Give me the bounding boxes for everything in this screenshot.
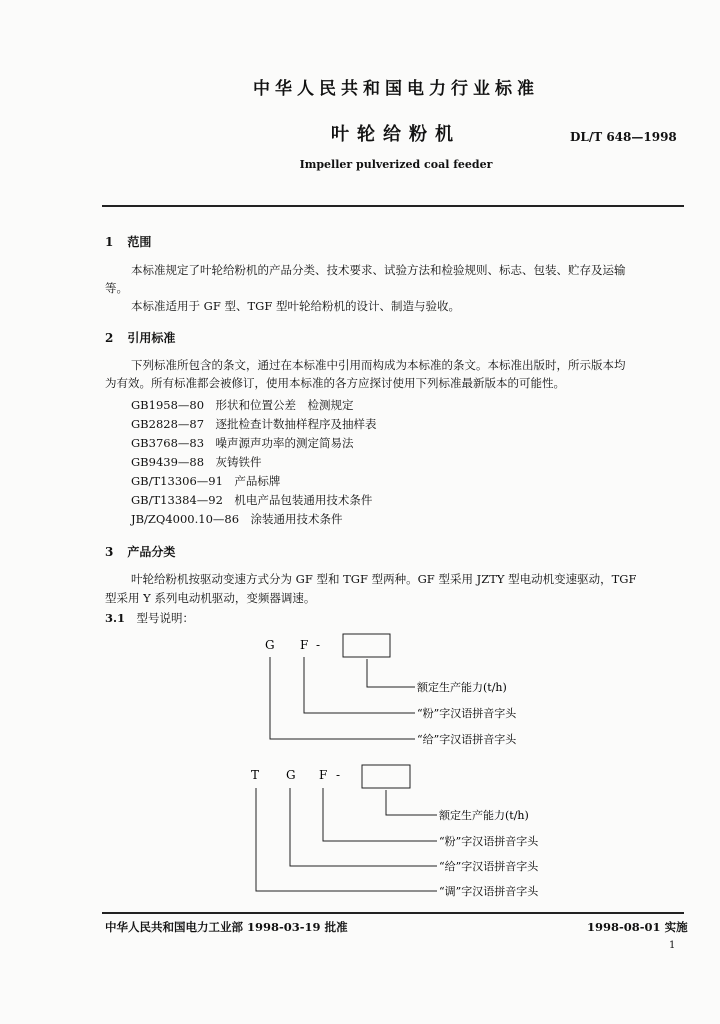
- diagram-label: “给”字汉语拼音字头: [439, 860, 539, 873]
- section-number: 3: [105, 545, 114, 559]
- code-letter: -: [316, 638, 321, 652]
- diagram-label: “给”字汉语拼音字头: [417, 733, 517, 746]
- reference-name: 形状和位置公差 检测规定: [215, 398, 354, 412]
- code-letter: G: [286, 768, 296, 782]
- leader-line: [367, 659, 415, 687]
- code-letter: -: [336, 768, 341, 782]
- implementation-date: 1998-08-01 实施: [587, 920, 688, 934]
- scope-paragraph-line-1: 本标准规定了叶轮给粉机的产品分类、技术要求、试验方法和检验规则、标志、包装、贮存及运输: [131, 263, 626, 277]
- diagram-label: 额定生产能力(t/h): [439, 809, 529, 822]
- reference-code: GB/T13384—92: [131, 493, 223, 507]
- leader-line: [290, 788, 437, 866]
- reference-name: 逐批检查计数抽样程序及抽样表: [215, 417, 377, 431]
- references-paragraph-line-2: 为有效。所有标准都会被修订，使用本标准的各方应探讨使用下列标准最新版本的可能性。: [105, 376, 565, 390]
- capacity-box: [343, 634, 390, 657]
- code-letter: T: [251, 768, 260, 782]
- leader-line: [256, 788, 437, 891]
- diagram-label: “粉”字汉语拼音字头: [439, 835, 539, 848]
- code-letter: G: [265, 638, 275, 652]
- classification-paragraph-line-1: 叶轮给粉机按驱动变速方式分为 GF 型和 TGF 型两种。GF 型采用 JZTY 型电动机变速驱动，TGF: [131, 572, 637, 586]
- diagram-label: “粉”字汉语拼音字头: [417, 707, 517, 720]
- code-letter: F: [319, 768, 328, 782]
- section-number: 1: [105, 235, 114, 249]
- section-title: 产品分类: [127, 545, 176, 559]
- reference-code: GB2828—87: [131, 417, 205, 431]
- capacity-box: [362, 765, 410, 788]
- reference-code: GB9439—88: [131, 455, 205, 469]
- page-number: 1: [669, 940, 676, 951]
- diagram-label: “调”字汉语拼音字头: [439, 885, 539, 898]
- references-paragraph-line-1: 下列标准所包含的条文，通过在本标准中引用而构成为本标准的条文。本标准出版时，所示版本均: [131, 358, 626, 372]
- section-title: 引用标准: [127, 331, 176, 345]
- classification-paragraph-line-2: 型采用 Y 系列电动机驱动，变频器调速。: [105, 591, 316, 605]
- reference-name: 产品标牌: [234, 474, 281, 488]
- footer-rule: [102, 912, 684, 914]
- approval-line: 中华人民共和国电力工业部 1998-03-19 批准: [105, 920, 348, 934]
- scope-paragraph-line-2: 等。: [105, 281, 128, 295]
- code-letter: F: [300, 638, 309, 652]
- reference-code: GB1958—80: [131, 398, 205, 412]
- section-title: 范围: [127, 235, 152, 249]
- diagram-label: 额定生产能力(t/h): [417, 681, 507, 694]
- page-title: 叶轮给粉机: [331, 124, 461, 145]
- english-title: Impeller pulverized coal feeder: [299, 158, 493, 171]
- leader-line: [386, 790, 437, 815]
- reference-code: GB/T13306—91: [131, 474, 223, 488]
- reference-name: 噪声源声功率的测定简易法: [215, 436, 354, 450]
- standard-category: 中华人民共和国电力行业标准: [253, 79, 539, 99]
- reference-code: JB/ZQ4000.10—86: [131, 512, 240, 526]
- subsection-number: 3.1: [105, 611, 126, 625]
- leader-line: [304, 657, 415, 713]
- leader-line: [270, 657, 415, 739]
- reference-name: 机电产品包装通用技术条件: [234, 493, 373, 507]
- standard-code: DL/T 648—1998: [570, 130, 677, 144]
- section-number: 2: [105, 331, 114, 345]
- subsection-title: 型号说明：: [136, 611, 195, 625]
- reference-name: 灰铸铁件: [215, 455, 262, 469]
- scope-paragraph-2: 本标准适用于 GF 型、TGF 型叶轮给粉机的设计、制造与验收。: [131, 299, 460, 313]
- reference-code: GB3768—83: [131, 436, 205, 450]
- reference-name: 涂装通用技术条件: [250, 512, 343, 526]
